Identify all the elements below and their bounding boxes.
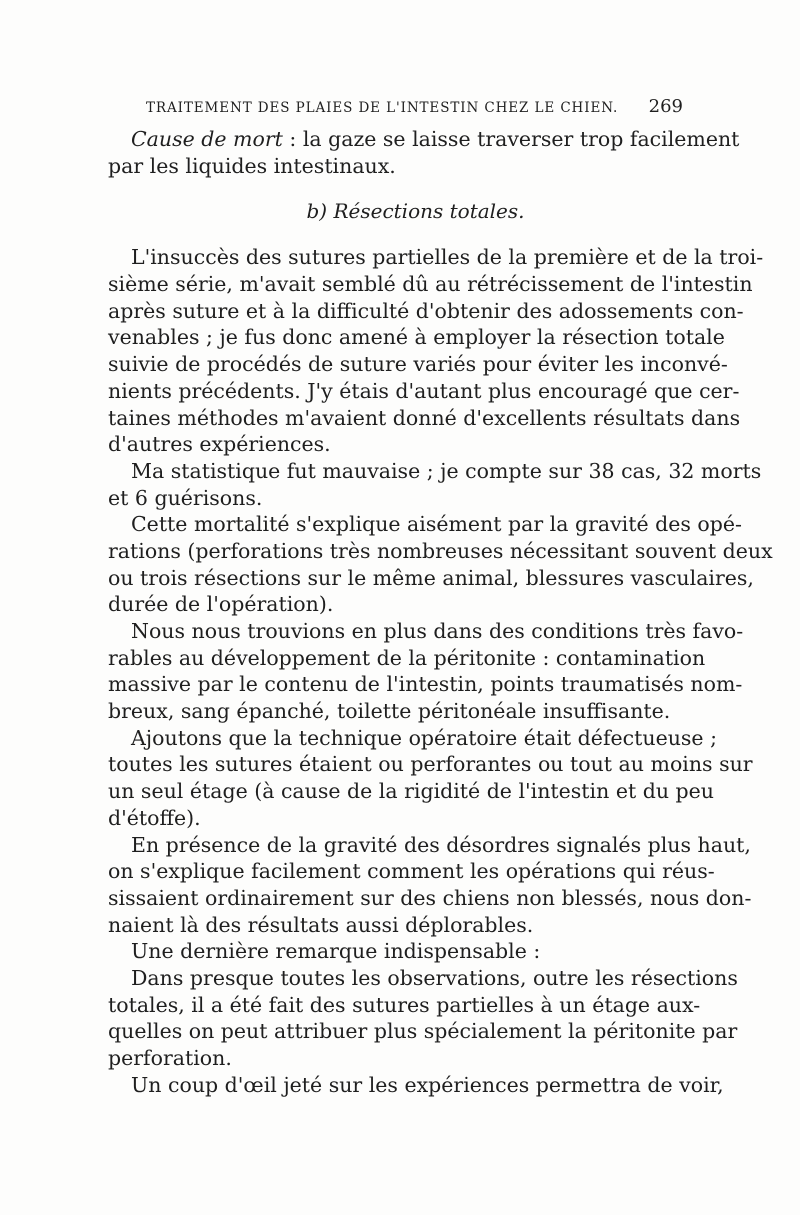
paragraph-line: ou trois résections sur le même animal, blessures vasculaires,: [108, 565, 754, 590]
line-text: : la gaze se laisse traverser trop facilement: [282, 127, 740, 151]
paragraph-line: nients précédents. J'y étais d'autant plus encouragé que cer-: [108, 378, 740, 403]
paragraph-line: et 6 guérisons.: [108, 485, 263, 510]
paragraph-line: toutes les sutures étaient ou perforantes ou tout au moins sur: [108, 752, 753, 777]
paragraph-line: breux, sang épanché, toilette péritonéale insuffisante.: [108, 699, 671, 724]
paragraph-line: rables au développement de la péritonite : contamination: [108, 645, 706, 670]
paragraph-line: [108, 126, 740, 153]
cause-of-death-label: Cause de mort: [131, 127, 283, 151]
paragraph-line: sissaient ordinairement sur des chiens non blessés, nous don-: [108, 885, 752, 910]
paragraph-line: on s'explique facilement comment les opérations qui réus-: [108, 859, 715, 884]
paragraph-line: naient là des résultats aussi déplorables.: [108, 912, 534, 937]
paragraph-line: Cette mortalité s'explique aisément par la gravité des opé-: [131, 512, 742, 537]
paragraph-line: quelles on peut attribuer plus spécialement la péritonite par: [108, 1019, 738, 1044]
paragraph-line: par les liquides intestinaux.: [108, 153, 396, 178]
paragraph-line: perforation.: [108, 1046, 232, 1070]
paragraph-line: Nous nous trouvions en plus dans des conditions très favo-: [131, 619, 744, 643]
paragraph-line: totales, il a été fait des sutures partielles à un étage aux-: [108, 992, 701, 1017]
paragraph-line: massive par le contenu de l'intestin, points traumatisés nom-: [108, 672, 743, 697]
paragraph-line: après suture et à la difficulté d'obtenir des adossements con-: [108, 298, 744, 323]
paragraph-line: En présence de la gravité des désordres signalés plus haut,: [131, 832, 751, 857]
page-number: 269: [648, 96, 683, 117]
paragraph-line: Ma statistique fut mauvaise ; je compte sur 38 cas, 32 morts: [131, 458, 762, 483]
running-head: [108, 96, 683, 126]
paragraph-line: Une dernière remarque indispensable :: [131, 939, 541, 964]
paragraph-line: taines méthodes m'avaient donné d'excellents résultats dans: [108, 405, 741, 430]
paragraph-line: Un coup d'œil jeté sur les expériences permettra de voir,: [131, 1072, 724, 1097]
paragraph-line: suivie de procédés de suture variés pour éviter les inconvé-: [108, 352, 728, 377]
paragraph-line: rations (perforations très nombreuses nécessitant souvent deux: [108, 538, 773, 563]
paragraph-line: sième série, m'avait semblé dû au rétrécissement de l'intestin: [108, 272, 753, 297]
paragraph-line: Dans presque toutes les observations, outre les résections: [131, 965, 738, 990]
paragraph-line: durée de l'opération).: [108, 592, 334, 617]
body-text: [108, 244, 773, 1098]
section-heading: b) Résections totales.: [306, 199, 525, 224]
paragraph-line: venables ; je fus donc amené à employer la résection totale: [108, 325, 725, 350]
paragraph-line: L'insuccès des sutures partielles de la première et de la troi-: [131, 245, 764, 270]
paragraph-line: d'autres expériences.: [108, 432, 331, 457]
paragraph-line: Ajoutons que la technique opératoire était défectueuse ;: [131, 725, 717, 750]
paragraph-line: un seul étage (à cause de la rigidité de l'intestin et du peu: [108, 779, 715, 804]
text-block: [108, 96, 773, 1098]
paragraph-line: d'étoffe).: [108, 805, 201, 830]
running-title: TRAITEMENT DES PLAIES DE L'INTESTIN CHEZ LE CHIEN.: [146, 100, 619, 116]
